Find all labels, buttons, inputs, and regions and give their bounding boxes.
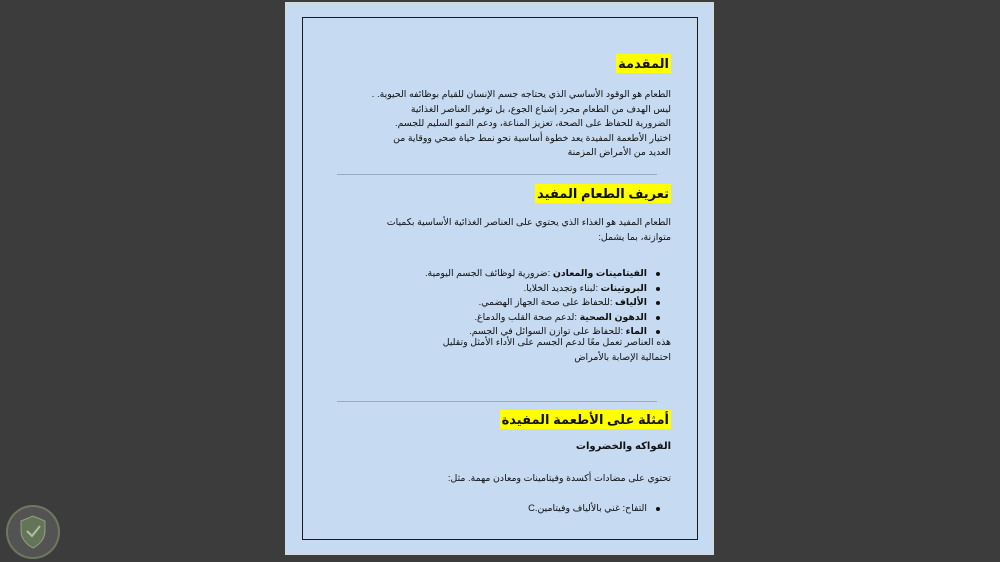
nutrient-desc: :ضرورية لوظائف الجسم اليومية. (424, 267, 553, 278)
nutrient-term: الدهون الصحية (579, 310, 647, 322)
shield-icon (19, 515, 47, 549)
intro-paragraph (351, 87, 671, 160)
nutrient-desc: :لدعم صحة القلب والدماغ. (474, 310, 580, 322)
definition-closing (411, 335, 671, 364)
examples-text: تحتوي على مضادات أكسدة وفيتامينات ومعادن مهمة. مثل: (447, 472, 671, 483)
definition-heading: تعريف الطعام المفيد (537, 186, 669, 201)
nutrient-term: الفيتامينات والمعادن (552, 267, 647, 278)
list-item (425, 310, 647, 325)
examples-heading: أمثلة على الأطعمة المفيدة (501, 412, 669, 427)
intro-line: اختيار الأطعمة المفيدة يعد خطوة أساسية نحو نمط حياة صحي ووقاية من (393, 131, 671, 143)
document-page (285, 2, 714, 555)
examples-subheading: الفواكه والخضروات (575, 441, 671, 452)
section-divider (337, 401, 657, 402)
intro-line: ليس الهدف من الطعام مجرد إشباع الجوع، بل توفير العناصر الغذائية (410, 102, 671, 114)
examples-list (528, 501, 661, 516)
section-divider (337, 174, 657, 175)
list-item: التفاح: غني بالألياف وفيتامين.C (528, 501, 647, 516)
intro-line: العديد من الأمراض المزمنة (567, 146, 671, 158)
intro-heading: المقدمة (618, 56, 669, 71)
nutrient-term: الماء (625, 325, 647, 337)
watermark-logo (6, 505, 60, 559)
nutrient-desc: :للحفاظ على توازن السوائل في الجسم. (469, 325, 626, 337)
list-item (425, 266, 647, 281)
nutrient-desc: :لبناء وتجديد الخلايا. (523, 281, 601, 293)
nutrients-list (425, 266, 661, 339)
definition-line: متوازنة، بما يشمل: (598, 230, 671, 242)
list-item (425, 295, 647, 310)
definition-intro (371, 215, 671, 244)
page-content (333, 18, 673, 539)
page-border (302, 17, 698, 540)
nutrient-term: الألياف (615, 296, 647, 308)
nutrient-term: البروتينات (600, 281, 647, 293)
intro-line: الطعام هو الوقود الأساسي الذي يحتاجه جسم الإنسان للقيام بوظائفه الحيوية. . (371, 88, 671, 99)
closing-line: احتمالية الإصابة بالأمراض (574, 350, 671, 362)
list-item (425, 281, 647, 296)
closing-line: هذه العناصر تعمل معًا لدعم الجسم على الأداء الأمثل وتقليل (442, 336, 671, 347)
intro-line: الضرورية للحفاظ على الصحة، تعزيز المناعة، ودعم النمو السليم للجسم. (395, 117, 671, 129)
definition-line: الطعام المفيد هو الغذاء الذي يحتوي على العناصر الغذائية الأساسية بكميات (386, 216, 671, 227)
nutrient-desc: :للحفاظ على صحة الجهاز الهضمي. (478, 296, 616, 308)
